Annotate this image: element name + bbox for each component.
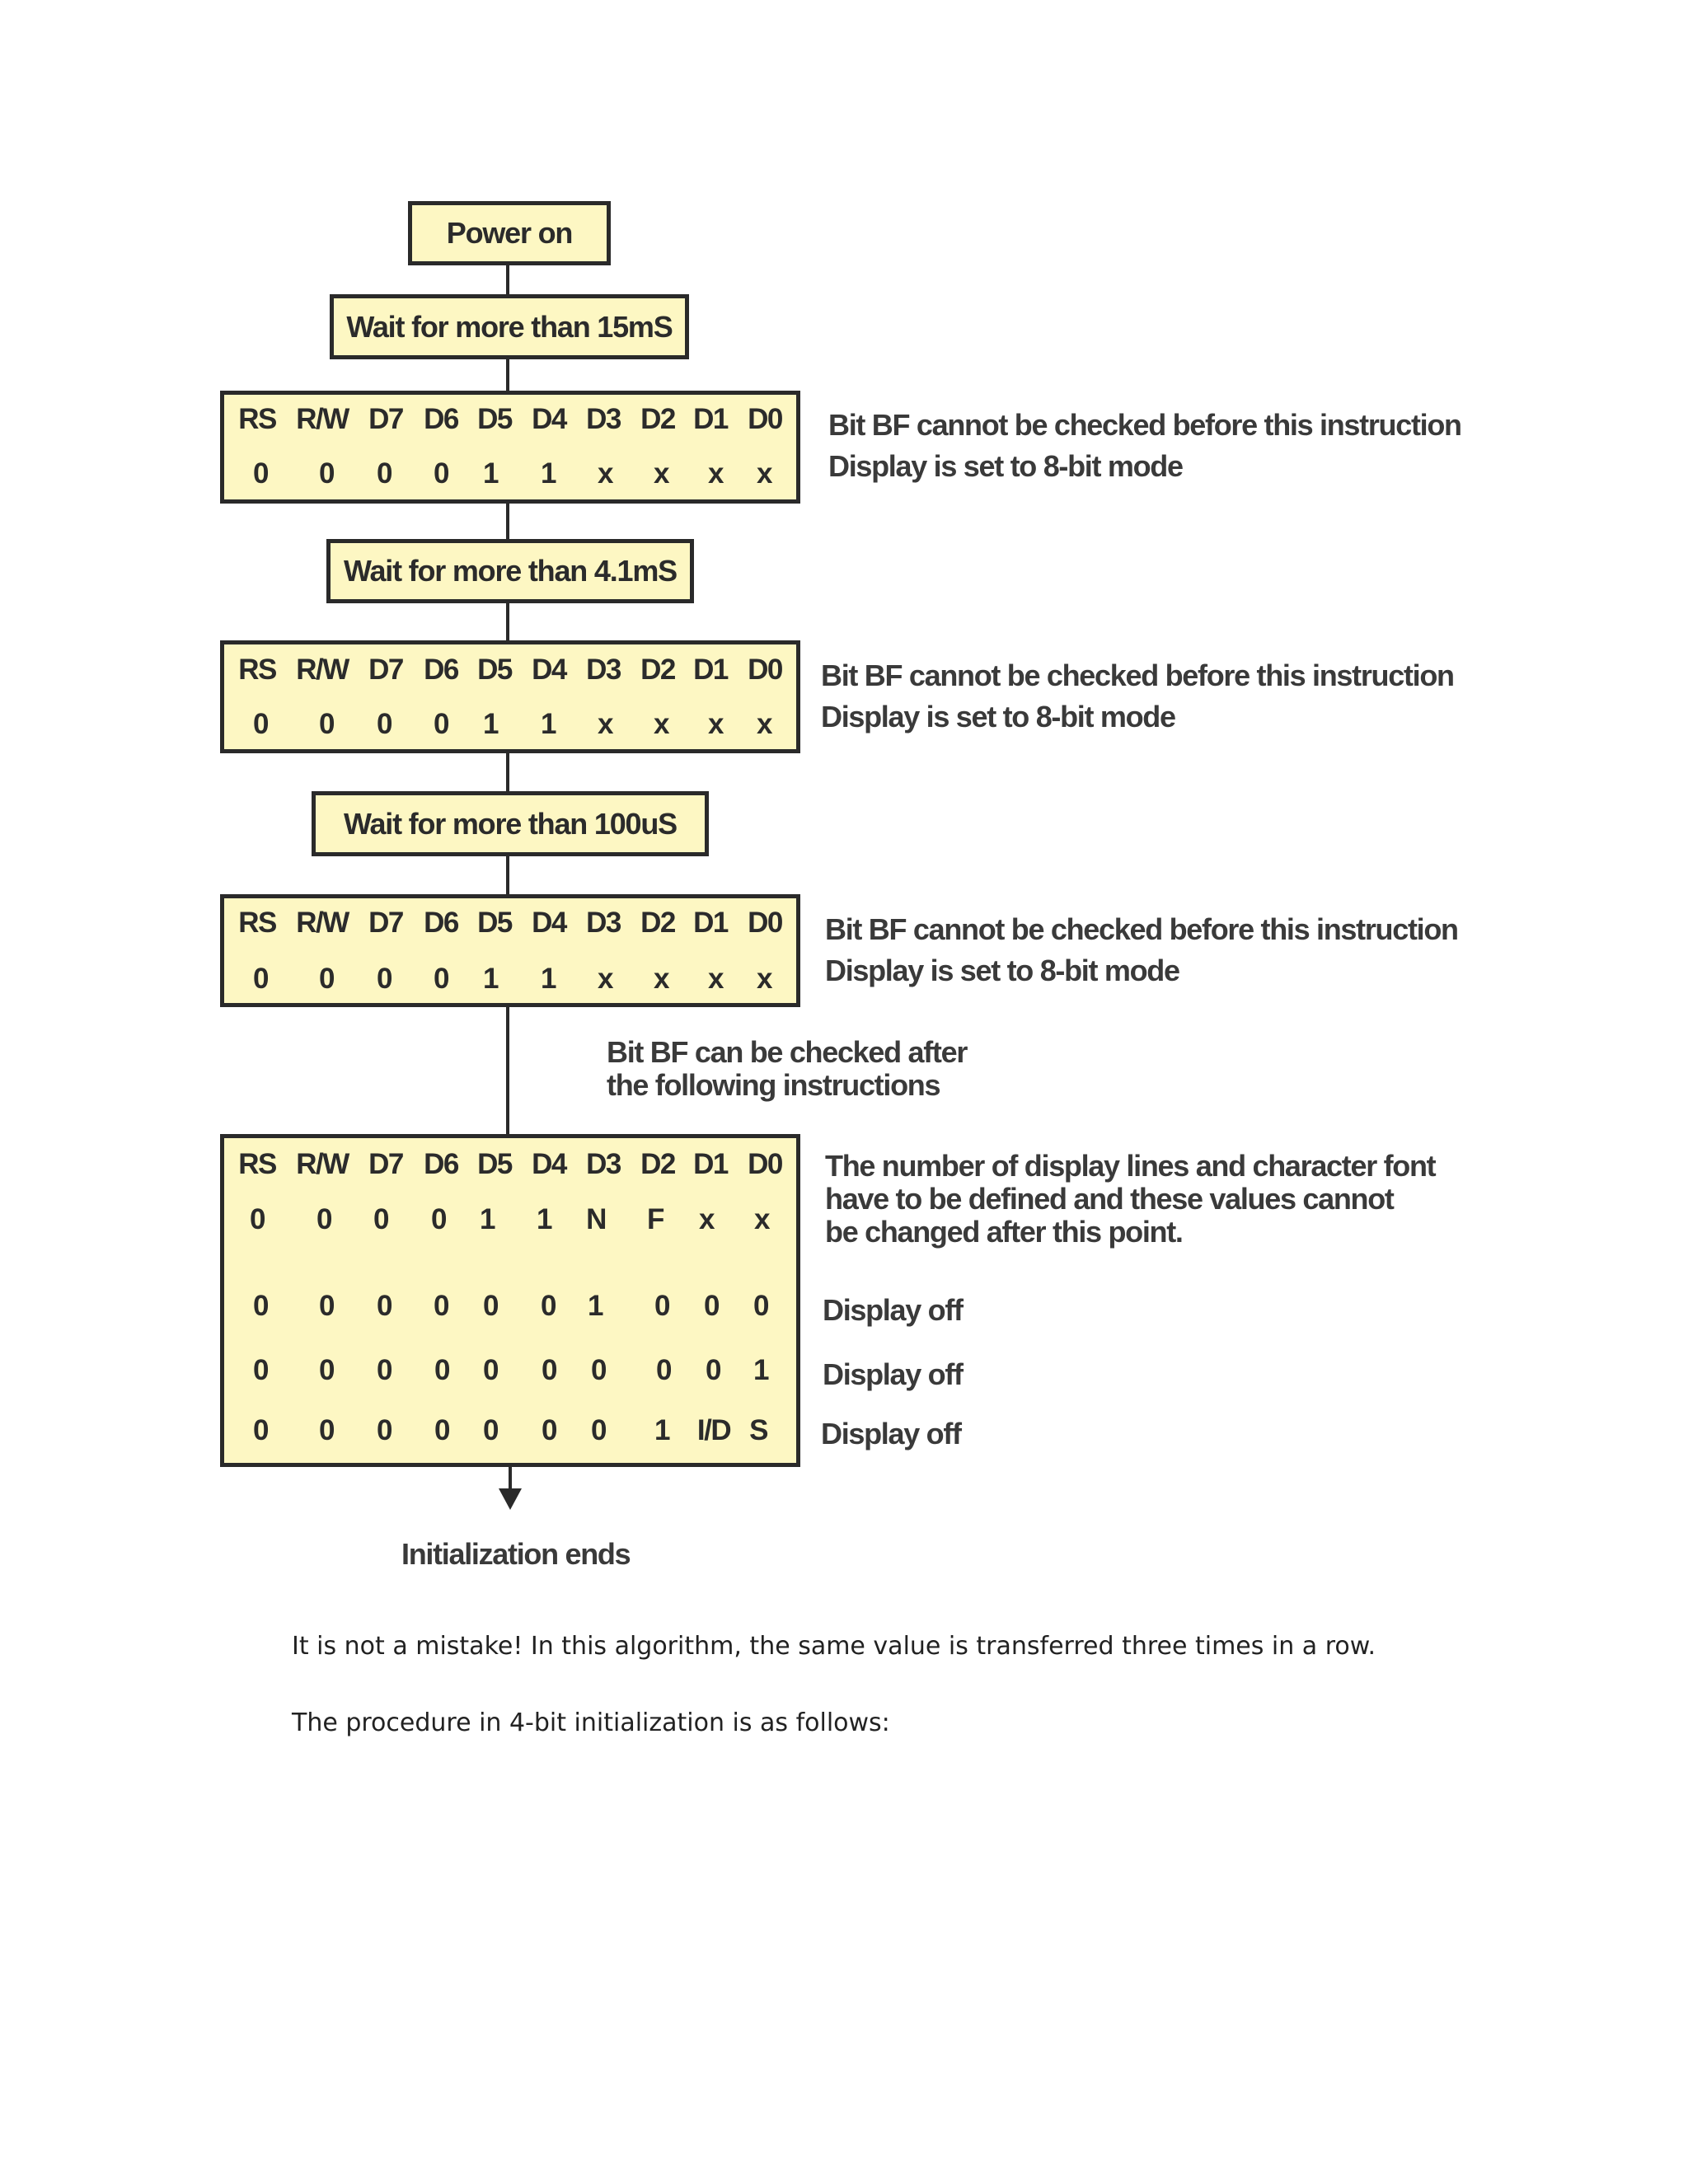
register-value-cell: 0 bbox=[591, 1354, 606, 1386]
register-value-cell: 0 bbox=[253, 708, 268, 740]
register-value-cell: 1 bbox=[541, 457, 556, 490]
note-8bit-mode: Display is set to 8-bit mode bbox=[828, 449, 1183, 483]
register-value-cell: 1 bbox=[483, 457, 498, 490]
register-value-cell: 1 bbox=[753, 1354, 768, 1386]
register-header-cell: D0 bbox=[748, 1148, 782, 1180]
wait-4-1ms-box: Wait for more than 4.1mS bbox=[326, 539, 694, 603]
paragraph-note: It is not a mistake! In this algorithm, the same value is transferred three times in a row. bbox=[292, 1632, 1376, 1661]
register-header-cell: D4 bbox=[532, 907, 566, 939]
register-header-cell: D6 bbox=[424, 907, 458, 939]
register-header-cell: D3 bbox=[586, 654, 621, 686]
register-value-cell: 0 bbox=[434, 1290, 448, 1322]
register-header-cell: RS bbox=[238, 907, 276, 939]
register-header-cell: D3 bbox=[586, 403, 621, 435]
register-header-cell: D1 bbox=[693, 654, 728, 686]
register-value-cell: 0 bbox=[319, 1354, 334, 1386]
note-display-off: Display off bbox=[823, 1357, 963, 1391]
register-header-cell: D4 bbox=[532, 1148, 566, 1180]
register-value-cell: x bbox=[654, 708, 668, 740]
register-value-cell: x bbox=[708, 708, 723, 740]
register-value-cell: x bbox=[754, 1203, 769, 1235]
register-value-cell: 0 bbox=[434, 457, 448, 490]
register-header-cell: D2 bbox=[640, 907, 675, 939]
register-header-cell: D6 bbox=[424, 654, 458, 686]
register-value-cell: 0 bbox=[377, 708, 392, 740]
register-header-cell: D7 bbox=[368, 403, 403, 435]
register-value-cell: F bbox=[647, 1203, 663, 1235]
register-value-cell: 0 bbox=[483, 1354, 498, 1386]
register-value-cell: 0 bbox=[542, 1354, 556, 1386]
register-header-cell: D1 bbox=[693, 1148, 728, 1180]
register-value-cell: 0 bbox=[316, 1203, 331, 1235]
register-value-cell: x bbox=[757, 708, 771, 740]
register-header-cell: RS bbox=[238, 403, 276, 435]
register-header-cell: D5 bbox=[477, 907, 512, 939]
register-value-cell: 1 bbox=[654, 1414, 669, 1446]
note-bf-can-line-2: the following instructions bbox=[607, 1068, 940, 1102]
register-value-cell: 0 bbox=[704, 1290, 719, 1322]
register-value-cell: 0 bbox=[319, 1414, 334, 1446]
register-value-cell: 0 bbox=[319, 963, 334, 995]
register-value-cell: 0 bbox=[319, 1290, 334, 1322]
note-bf-cannot: Bit BF cannot be checked before this instruction bbox=[821, 658, 1454, 692]
register-header-cell: D5 bbox=[477, 654, 512, 686]
register-header-cell: D2 bbox=[640, 654, 675, 686]
note-lines-font-2: have to be defined and these values cannot bbox=[825, 1182, 1394, 1216]
note-lines-font-1: The number of display lines and character font bbox=[825, 1149, 1436, 1183]
register-value-cell: 0 bbox=[656, 1354, 671, 1386]
register-header-cell: R/W bbox=[296, 654, 349, 686]
register-value-cell: 0 bbox=[431, 1203, 446, 1235]
register-value-cell: 0 bbox=[253, 1290, 268, 1322]
register-value-cell: 0 bbox=[373, 1203, 388, 1235]
register-header-cell: R/W bbox=[296, 403, 349, 435]
register-value-cell: x bbox=[598, 457, 612, 490]
register-value-cell: x bbox=[654, 457, 668, 490]
register-header-cell: D3 bbox=[586, 1148, 621, 1180]
note-bf-cannot: Bit BF cannot be checked before this instruction bbox=[828, 408, 1461, 442]
register-value-cell: 0 bbox=[434, 708, 448, 740]
register-value-cell: 0 bbox=[250, 1203, 265, 1235]
register-value-cell: 0 bbox=[483, 1290, 498, 1322]
register-header-cell: D2 bbox=[640, 1148, 675, 1180]
register-header-cell: D2 bbox=[640, 403, 675, 435]
register-value-cell: x bbox=[708, 457, 723, 490]
register-value-cell: 1 bbox=[541, 963, 556, 995]
register-header-cell: D1 bbox=[693, 907, 728, 939]
register-header-cell: D0 bbox=[748, 654, 782, 686]
paragraph-4bit-intro: The procedure in 4-bit initialization is as follows: bbox=[292, 1708, 890, 1737]
register-header-cell: D7 bbox=[368, 907, 403, 939]
register-header-cell: RS bbox=[238, 1148, 276, 1180]
connector-line bbox=[506, 357, 509, 391]
register-value-cell: 0 bbox=[654, 1290, 669, 1322]
note-display-off: Display off bbox=[823, 1293, 963, 1327]
register-value-cell: 0 bbox=[377, 963, 392, 995]
register-value-cell: I/D bbox=[696, 1414, 731, 1446]
register-header-cell: D5 bbox=[477, 1148, 512, 1180]
register-value-cell: N bbox=[586, 1203, 606, 1235]
connector-line bbox=[506, 264, 509, 297]
register-header-cell: D4 bbox=[532, 403, 566, 435]
register-value-cell: 0 bbox=[706, 1354, 720, 1386]
register-value-cell: x bbox=[699, 1203, 714, 1235]
register-header-cell: RS bbox=[238, 654, 276, 686]
register-value-cell: 0 bbox=[377, 1354, 392, 1386]
register-header-cell: D5 bbox=[477, 403, 512, 435]
register-value-cell: 1 bbox=[483, 963, 498, 995]
register-header-cell: D6 bbox=[424, 403, 458, 435]
register-value-cell: 0 bbox=[591, 1414, 606, 1446]
register-header-cell: R/W bbox=[296, 907, 349, 939]
wait-15ms-box: Wait for more than 15mS bbox=[330, 294, 689, 359]
note-8bit-mode: Display is set to 8-bit mode bbox=[825, 954, 1179, 987]
connector-line bbox=[506, 601, 509, 642]
note-bf-cannot: Bit BF cannot be checked before this instruction bbox=[825, 912, 1458, 946]
register-value-cell: 0 bbox=[542, 1414, 556, 1446]
note-bf-can-line-1: Bit BF can be checked after bbox=[607, 1035, 968, 1069]
register-value-cell: 0 bbox=[319, 457, 334, 490]
register-header-cell: D4 bbox=[532, 654, 566, 686]
register-value-cell: 0 bbox=[434, 1354, 449, 1386]
register-value-cell: 0 bbox=[377, 457, 392, 490]
register-value-cell: 0 bbox=[253, 963, 268, 995]
register-header-cell: D0 bbox=[748, 403, 782, 435]
register-value-cell: 0 bbox=[253, 457, 268, 490]
register-value-cell: 0 bbox=[253, 1414, 268, 1446]
register-value-cell: x bbox=[757, 457, 771, 490]
connector-line bbox=[506, 1005, 509, 1137]
register-value-cell: 0 bbox=[753, 1290, 768, 1322]
register-header-cell: R/W bbox=[296, 1148, 349, 1180]
register-header-cell: D7 bbox=[368, 654, 403, 686]
register-value-cell: 1 bbox=[537, 1203, 551, 1235]
register-value-cell: x bbox=[598, 963, 612, 995]
arrow-down-icon bbox=[499, 1488, 522, 1510]
register-value-cell: x bbox=[598, 708, 612, 740]
note-8bit-mode: Display is set to 8-bit mode bbox=[821, 700, 1175, 733]
register-value-cell: 0 bbox=[253, 1354, 268, 1386]
register-value-cell: 0 bbox=[319, 708, 334, 740]
initialization-ends-label: Initialization ends bbox=[401, 1537, 631, 1571]
register-value-cell: x bbox=[708, 963, 723, 995]
register-value-cell: x bbox=[757, 963, 771, 995]
register-value-cell: 1 bbox=[541, 708, 556, 740]
note-lines-font-3: be changed after this point. bbox=[825, 1215, 1183, 1249]
wait-100us-box: Wait for more than 100uS bbox=[312, 791, 709, 856]
connector-line bbox=[506, 752, 509, 793]
note-display-off: Display off bbox=[821, 1417, 961, 1451]
register-header-cell: D0 bbox=[748, 907, 782, 939]
register-value-cell: 0 bbox=[377, 1414, 392, 1446]
register-value-cell: 0 bbox=[541, 1290, 556, 1322]
connector-line bbox=[506, 501, 509, 541]
register-header-cell: D7 bbox=[368, 1148, 403, 1180]
register-value-cell: 1 bbox=[588, 1290, 603, 1322]
register-value-cell: 1 bbox=[483, 708, 498, 740]
register-value-cell: 0 bbox=[434, 1414, 449, 1446]
power-on-box: Power on bbox=[408, 201, 611, 265]
register-value-cell: 0 bbox=[434, 963, 448, 995]
register-value-cell: S bbox=[749, 1414, 767, 1446]
register-header-cell: D1 bbox=[693, 403, 728, 435]
connector-line bbox=[506, 854, 509, 895]
register-value-cell: 0 bbox=[483, 1414, 498, 1446]
register-header-cell: D3 bbox=[586, 907, 621, 939]
register-value-cell: 0 bbox=[377, 1290, 392, 1322]
register-header-cell: D6 bbox=[424, 1148, 458, 1180]
register-value-cell: x bbox=[654, 963, 668, 995]
register-value-cell: 1 bbox=[480, 1203, 495, 1235]
